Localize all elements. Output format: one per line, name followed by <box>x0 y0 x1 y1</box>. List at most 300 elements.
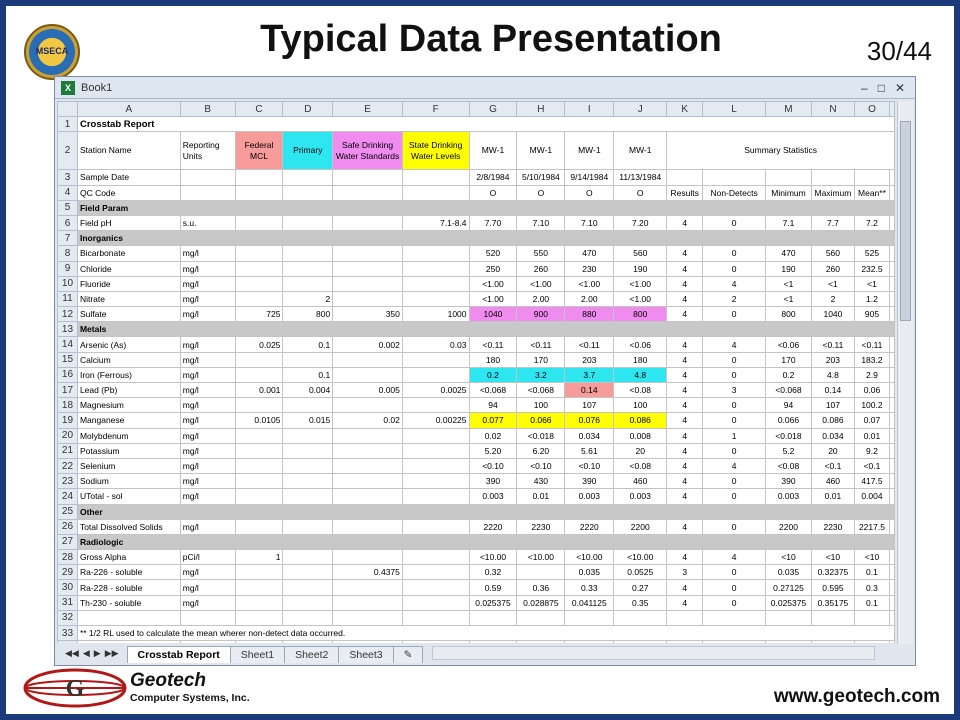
table-cell[interactable]: 2217.5 <box>854 519 889 534</box>
table-cell[interactable]: Bicarbonate <box>77 246 180 261</box>
table-cell[interactable] <box>333 610 403 625</box>
column-header[interactable]: M <box>766 102 812 117</box>
table-cell[interactable]: 170 <box>766 352 812 367</box>
tab-navigation[interactable] <box>57 648 127 659</box>
table-cell[interactable]: <0.06 <box>614 337 667 352</box>
table-cell[interactable]: 390 <box>565 474 614 489</box>
table-cell[interactable]: 94 <box>469 398 517 413</box>
table-cell[interactable]: 4 <box>667 595 703 610</box>
table-cell[interactable]: 2200 <box>614 519 667 534</box>
table-cell[interactable] <box>283 565 333 580</box>
table-cell[interactable] <box>890 170 895 185</box>
row-header[interactable]: 7 <box>58 231 78 246</box>
table-cell[interactable] <box>890 519 895 534</box>
table-cell[interactable]: Total Dissolved Solids <box>77 519 180 534</box>
header-cell[interactable]: MW-1 <box>517 132 565 170</box>
table-cell[interactable] <box>766 610 812 625</box>
table-cell[interactable] <box>283 443 333 458</box>
next-sheet-icon[interactable]: ▶ <box>93 647 101 658</box>
table-cell[interactable]: 0.034 <box>811 428 854 443</box>
table-cell[interactable] <box>402 519 469 534</box>
table-cell[interactable]: 0.14 <box>565 383 614 398</box>
header-cell[interactable]: Primary <box>283 132 333 170</box>
table-cell[interactable]: <1 <box>766 276 812 291</box>
column-header[interactable]: D <box>283 102 333 117</box>
table-cell[interactable] <box>890 261 895 276</box>
table-cell[interactable]: <0.08 <box>766 458 812 473</box>
table-cell[interactable]: 4 <box>667 215 703 230</box>
table-cell[interactable]: 0 <box>703 565 766 580</box>
table-cell[interactable]: 0.004 <box>854 489 889 504</box>
table-cell[interactable] <box>333 261 403 276</box>
table-cell[interactable]: mg/l <box>180 383 235 398</box>
table-cell[interactable] <box>283 595 333 610</box>
table-cell[interactable]: 20 <box>614 443 667 458</box>
table-cell[interactable]: 4 <box>667 413 703 428</box>
table-cell[interactable] <box>402 428 469 443</box>
table-cell[interactable]: QC Code <box>77 185 180 200</box>
table-cell[interactable] <box>333 367 403 382</box>
table-cell[interactable]: 0.03 <box>402 337 469 352</box>
table-cell[interactable] <box>890 610 895 625</box>
table-cell[interactable] <box>180 170 235 185</box>
table-cell[interactable]: 4 <box>667 367 703 382</box>
table-cell[interactable]: mg/l <box>180 413 235 428</box>
table-cell[interactable] <box>333 276 403 291</box>
table-cell[interactable] <box>283 185 333 200</box>
table-cell[interactable] <box>890 595 895 610</box>
table-cell[interactable]: 0.27 <box>614 580 667 595</box>
table-cell[interactable]: 0 <box>703 580 766 595</box>
last-sheet-icon[interactable]: ▶▶ <box>104 647 119 658</box>
table-cell[interactable]: <0.11 <box>854 337 889 352</box>
table-cell[interactable]: 180 <box>614 352 667 367</box>
table-cell[interactable] <box>890 276 895 291</box>
table-cell[interactable] <box>517 610 565 625</box>
table-cell[interactable]: 417.5 <box>854 474 889 489</box>
table-cell[interactable]: 180 <box>469 352 517 367</box>
table-cell[interactable]: Potassium <box>77 443 180 458</box>
table-cell[interactable]: 520 <box>469 246 517 261</box>
table-cell[interactable]: Calcium <box>77 352 180 367</box>
column-header[interactable]: C <box>235 102 283 117</box>
table-cell[interactable]: 0.076 <box>565 413 614 428</box>
row-header[interactable]: 32 <box>58 610 78 625</box>
table-cell[interactable]: 5/10/1984 <box>517 170 565 185</box>
table-cell[interactable]: <1.00 <box>565 276 614 291</box>
table-cell[interactable]: <10 <box>854 550 889 565</box>
header-cell[interactable]: Station Name <box>77 132 180 170</box>
table-cell[interactable] <box>890 443 895 458</box>
table-cell[interactable]: mg/l <box>180 565 235 580</box>
table-cell[interactable] <box>402 595 469 610</box>
table-cell[interactable] <box>402 398 469 413</box>
table-cell[interactable]: 2.00 <box>565 291 614 306</box>
table-cell[interactable]: 430 <box>517 474 565 489</box>
table-cell[interactable] <box>77 610 180 625</box>
table-cell[interactable]: 550 <box>517 246 565 261</box>
table-cell[interactable] <box>402 246 469 261</box>
table-cell[interactable]: 460 <box>614 474 667 489</box>
table-cell[interactable] <box>235 474 283 489</box>
row-header[interactable]: 12 <box>58 307 78 322</box>
table-cell[interactable]: 0.595 <box>811 580 854 595</box>
table-cell[interactable]: <10 <box>811 550 854 565</box>
row-header[interactable]: 10 <box>58 276 78 291</box>
table-cell[interactable] <box>235 398 283 413</box>
table-cell[interactable]: 0.066 <box>517 413 565 428</box>
table-cell[interactable]: 0 <box>703 443 766 458</box>
table-cell[interactable] <box>667 610 703 625</box>
table-cell[interactable]: <10 <box>766 550 812 565</box>
table-cell[interactable]: 260 <box>811 261 854 276</box>
table-cell[interactable]: <0.018 <box>766 428 812 443</box>
table-cell[interactable] <box>235 352 283 367</box>
table-cell[interactable]: 2 <box>811 291 854 306</box>
scroll-thumb[interactable] <box>900 121 911 321</box>
table-cell[interactable] <box>890 474 895 489</box>
table-cell[interactable] <box>890 352 895 367</box>
table-cell[interactable]: Selenium <box>77 458 180 473</box>
tab-sheet2[interactable]: Sheet2 <box>284 646 339 663</box>
spreadsheet-grid[interactable] <box>57 101 895 644</box>
table-cell[interactable] <box>766 170 812 185</box>
table-cell[interactable]: 0.27125 <box>766 580 812 595</box>
table-cell[interactable]: 0 <box>703 413 766 428</box>
table-cell[interactable] <box>235 595 283 610</box>
table-cell[interactable]: 7.20 <box>614 215 667 230</box>
column-header[interactable]: G <box>469 102 517 117</box>
table-cell[interactable] <box>283 352 333 367</box>
table-cell[interactable] <box>890 428 895 443</box>
section-header[interactable]: Radiologic <box>77 534 894 549</box>
table-cell[interactable] <box>402 458 469 473</box>
table-cell[interactable]: mg/l <box>180 307 235 322</box>
table-cell[interactable]: 0.034 <box>565 428 614 443</box>
column-header[interactable]: I <box>565 102 614 117</box>
table-cell[interactable] <box>235 519 283 534</box>
table-cell[interactable]: <1.00 <box>614 276 667 291</box>
table-cell[interactable] <box>402 489 469 504</box>
footnote-cell[interactable]: ** 1/2 RL used to calculate the mean wherer non-detect data occurred. <box>77 626 894 641</box>
row-header[interactable]: 31 <box>58 595 78 610</box>
table-cell[interactable]: 0.025375 <box>469 595 517 610</box>
table-cell[interactable]: 183.2 <box>854 352 889 367</box>
table-cell[interactable] <box>235 215 283 230</box>
table-cell[interactable]: 7.1 <box>766 215 812 230</box>
table-cell[interactable]: <0.1 <box>811 458 854 473</box>
table-cell[interactable]: O <box>614 185 667 200</box>
table-cell[interactable]: Nitrate <box>77 291 180 306</box>
row-header[interactable]: 24 <box>58 489 78 504</box>
table-cell[interactable] <box>890 307 895 322</box>
table-cell[interactable]: Ra-226 - soluble <box>77 565 180 580</box>
column-header[interactable]: N <box>811 102 854 117</box>
table-cell[interactable] <box>333 443 403 458</box>
table-cell[interactable]: 4 <box>703 458 766 473</box>
table-cell[interactable]: Magnesium <box>77 398 180 413</box>
table-cell[interactable]: Fluoride <box>77 276 180 291</box>
table-cell[interactable]: 2220 <box>469 519 517 534</box>
table-cell[interactable]: 100.2 <box>854 398 889 413</box>
row-header[interactable]: 30 <box>58 580 78 595</box>
table-cell[interactable] <box>402 170 469 185</box>
table-cell[interactable]: 4 <box>667 550 703 565</box>
table-cell[interactable]: <0.018 <box>517 428 565 443</box>
table-cell[interactable] <box>333 550 403 565</box>
row-header[interactable]: 13 <box>58 322 78 337</box>
table-cell[interactable] <box>235 489 283 504</box>
row-header[interactable]: 27 <box>58 534 78 549</box>
table-cell[interactable]: 0.002 <box>333 337 403 352</box>
table-cell[interactable] <box>890 413 895 428</box>
table-cell[interactable]: 4 <box>667 443 703 458</box>
table-cell[interactable]: 0.003 <box>469 489 517 504</box>
table-cell[interactable]: <1.00 <box>469 276 517 291</box>
table-cell[interactable]: 232.5 <box>854 261 889 276</box>
table-cell[interactable] <box>283 610 333 625</box>
table-cell[interactable]: 900 <box>517 307 565 322</box>
table-cell[interactable]: 2230 <box>517 519 565 534</box>
table-cell[interactable]: mg/l <box>180 595 235 610</box>
table-cell[interactable] <box>235 428 283 443</box>
row-header[interactable]: 16 <box>58 367 78 382</box>
row-header[interactable]: 20 <box>58 428 78 443</box>
table-cell[interactable]: O <box>469 185 517 200</box>
table-cell[interactable] <box>402 185 469 200</box>
table-cell[interactable]: mg/l <box>180 474 235 489</box>
table-cell[interactable]: 4 <box>667 398 703 413</box>
table-cell[interactable]: <0.10 <box>469 458 517 473</box>
table-cell[interactable] <box>235 185 283 200</box>
table-cell[interactable] <box>890 185 895 200</box>
table-cell[interactable] <box>283 489 333 504</box>
table-cell[interactable]: Sulfate <box>77 307 180 322</box>
table-cell[interactable]: 5.20 <box>469 443 517 458</box>
row-header[interactable]: 8 <box>58 246 78 261</box>
table-cell[interactable]: 0.077 <box>469 413 517 428</box>
table-cell[interactable]: 1000 <box>402 307 469 322</box>
table-cell[interactable] <box>402 580 469 595</box>
table-cell[interactable]: 7.10 <box>565 215 614 230</box>
table-cell[interactable]: 3.7 <box>565 367 614 382</box>
row-header[interactable]: 19 <box>58 413 78 428</box>
table-cell[interactable] <box>235 367 283 382</box>
table-cell[interactable]: 390 <box>469 474 517 489</box>
table-cell[interactable] <box>235 291 283 306</box>
table-cell[interactable]: 11/13/1984 <box>614 170 667 185</box>
table-cell[interactable] <box>235 458 283 473</box>
table-cell[interactable] <box>283 550 333 565</box>
table-cell[interactable]: 0.36 <box>517 580 565 595</box>
table-cell[interactable]: 1040 <box>811 307 854 322</box>
table-cell[interactable]: Minimum <box>766 185 812 200</box>
tab-crosstab-report[interactable]: Crosstab Report <box>127 646 231 663</box>
table-cell[interactable]: 0.015 <box>283 413 333 428</box>
header-cell[interactable]: MW-1 <box>614 132 667 170</box>
table-cell[interactable]: 107 <box>811 398 854 413</box>
table-cell[interactable]: 0 <box>703 474 766 489</box>
table-cell[interactable]: mg/l <box>180 519 235 534</box>
table-cell[interactable]: Mean** <box>854 185 889 200</box>
table-cell[interactable]: 9.2 <box>854 443 889 458</box>
first-sheet-icon[interactable]: ◀◀ <box>65 647 79 658</box>
header-cell[interactable]: State Drinking Water Levels <box>402 132 469 170</box>
section-header[interactable]: Field Param <box>77 200 894 215</box>
table-cell[interactable]: 0.32375 <box>811 565 854 580</box>
table-cell[interactable]: <0.08 <box>614 458 667 473</box>
table-cell[interactable]: 0.008 <box>614 428 667 443</box>
table-cell[interactable]: 460 <box>811 474 854 489</box>
table-cell[interactable] <box>703 170 766 185</box>
header-cell[interactable]: Safe Drinking Water Standards <box>333 132 403 170</box>
table-cell[interactable]: 0.1 <box>283 337 333 352</box>
table-cell[interactable]: 94 <box>766 398 812 413</box>
table-cell[interactable]: 0.086 <box>811 413 854 428</box>
table-cell[interactable]: 0 <box>703 246 766 261</box>
column-header[interactable]: K <box>667 102 703 117</box>
table-cell[interactable] <box>854 610 889 625</box>
table-cell[interactable]: Results <box>667 185 703 200</box>
table-cell[interactable]: 9/14/1984 <box>565 170 614 185</box>
table-cell[interactable]: 0.02 <box>469 428 517 443</box>
table-cell[interactable]: Ra-228 - soluble <box>77 580 180 595</box>
table-cell[interactable] <box>890 565 895 580</box>
table-cell[interactable]: 0.003 <box>565 489 614 504</box>
header-cell[interactable]: Reporting Units <box>180 132 235 170</box>
table-cell[interactable]: 1 <box>235 550 283 565</box>
row-header[interactable]: 14 <box>58 337 78 352</box>
table-cell[interactable]: mg/l <box>180 458 235 473</box>
table-cell[interactable]: <1 <box>854 276 889 291</box>
table-cell[interactable]: 203 <box>811 352 854 367</box>
table-cell[interactable]: 7.10 <box>517 215 565 230</box>
table-cell[interactable]: 250 <box>469 261 517 276</box>
table-cell[interactable]: 4 <box>667 352 703 367</box>
tab-sheet3[interactable]: Sheet3 <box>338 646 393 663</box>
column-header[interactable]: E <box>333 102 403 117</box>
table-cell[interactable]: 4 <box>667 383 703 398</box>
table-cell[interactable]: 230 <box>565 261 614 276</box>
table-cell[interactable]: 0.028875 <box>517 595 565 610</box>
table-cell[interactable]: mg/l <box>180 261 235 276</box>
table-cell[interactable]: <1.00 <box>517 276 565 291</box>
table-cell[interactable] <box>283 215 333 230</box>
table-cell[interactable]: <0.068 <box>766 383 812 398</box>
table-cell[interactable] <box>283 261 333 276</box>
table-cell[interactable]: Gross Alpha <box>77 550 180 565</box>
table-cell[interactable] <box>402 443 469 458</box>
table-cell[interactable]: Iron (Ferrous) <box>77 367 180 382</box>
table-cell[interactable]: O <box>517 185 565 200</box>
table-cell[interactable]: 800 <box>766 307 812 322</box>
row-header[interactable]: 28 <box>58 550 78 565</box>
table-cell[interactable]: 725 <box>235 307 283 322</box>
table-cell[interactable] <box>890 489 895 504</box>
table-cell[interactable] <box>283 580 333 595</box>
table-cell[interactable]: mg/l <box>180 580 235 595</box>
table-cell[interactable]: 0 <box>703 595 766 610</box>
table-cell[interactable]: <0.11 <box>517 337 565 352</box>
table-cell[interactable] <box>890 398 895 413</box>
table-cell[interactable] <box>283 428 333 443</box>
row-header[interactable]: 9 <box>58 261 78 276</box>
table-cell[interactable]: 2230 <box>811 519 854 534</box>
website-url[interactable]: www.geotech.com <box>773 686 940 707</box>
table-cell[interactable] <box>235 170 283 185</box>
table-cell[interactable] <box>890 215 895 230</box>
column-header[interactable]: J <box>614 102 667 117</box>
table-cell[interactable]: <10.00 <box>614 550 667 565</box>
table-cell[interactable]: 100 <box>614 398 667 413</box>
table-cell[interactable]: mg/l <box>180 337 235 352</box>
table-cell[interactable] <box>283 246 333 261</box>
section-header[interactable]: Inorganics <box>77 231 894 246</box>
table-cell[interactable]: 0.035 <box>766 565 812 580</box>
table-cell[interactable]: Sample Date <box>77 170 180 185</box>
table-cell[interactable]: 4 <box>703 337 766 352</box>
table-cell[interactable]: 0.32 <box>469 565 517 580</box>
table-cell[interactable]: 0.00225 <box>402 413 469 428</box>
table-cell[interactable] <box>283 398 333 413</box>
table-cell[interactable]: Manganese <box>77 413 180 428</box>
report-title[interactable]: Crosstab Report <box>77 117 894 132</box>
table-cell[interactable]: 0.0105 <box>235 413 283 428</box>
table-cell[interactable]: 0.003 <box>614 489 667 504</box>
table-cell[interactable] <box>180 610 235 625</box>
table-cell[interactable] <box>469 610 517 625</box>
table-cell[interactable] <box>333 489 403 504</box>
table-cell[interactable]: <1 <box>811 276 854 291</box>
table-cell[interactable]: 0.4375 <box>333 565 403 580</box>
table-cell[interactable]: 4 <box>667 519 703 534</box>
table-cell[interactable] <box>402 610 469 625</box>
section-header[interactable]: Metals <box>77 322 894 337</box>
table-cell[interactable]: 4 <box>667 246 703 261</box>
table-cell[interactable]: 560 <box>811 246 854 261</box>
table-cell[interactable]: Lead (Pb) <box>77 383 180 398</box>
table-cell[interactable]: 260 <box>517 261 565 276</box>
table-cell[interactable]: 2200 <box>766 519 812 534</box>
row-header[interactable]: 15 <box>58 352 78 367</box>
prev-sheet-icon[interactable]: ◀ <box>82 647 90 658</box>
table-cell[interactable] <box>402 352 469 367</box>
table-cell[interactable] <box>235 580 283 595</box>
table-cell[interactable]: O <box>565 185 614 200</box>
table-cell[interactable]: 4 <box>667 261 703 276</box>
table-cell[interactable]: 107 <box>565 398 614 413</box>
table-cell[interactable]: 560 <box>614 246 667 261</box>
table-cell[interactable]: UTotal - sol <box>77 489 180 504</box>
table-cell[interactable] <box>402 291 469 306</box>
vertical-scrollbar[interactable] <box>897 101 913 644</box>
table-cell[interactable] <box>890 550 895 565</box>
column-header[interactable]: H <box>517 102 565 117</box>
table-cell[interactable]: 7.7 <box>811 215 854 230</box>
table-cell[interactable]: 1 <box>703 428 766 443</box>
table-cell[interactable]: mg/l <box>180 246 235 261</box>
table-cell[interactable]: 0.01 <box>517 489 565 504</box>
table-cell[interactable]: mg/l <box>180 291 235 306</box>
table-cell[interactable] <box>614 610 667 625</box>
table-cell[interactable]: 0.041125 <box>565 595 614 610</box>
table-cell[interactable]: <0.068 <box>469 383 517 398</box>
table-cell[interactable] <box>333 428 403 443</box>
table-cell[interactable]: 390 <box>766 474 812 489</box>
row-header[interactable]: 5 <box>58 200 78 215</box>
table-cell[interactable]: <1 <box>766 291 812 306</box>
table-cell[interactable]: 3 <box>667 565 703 580</box>
